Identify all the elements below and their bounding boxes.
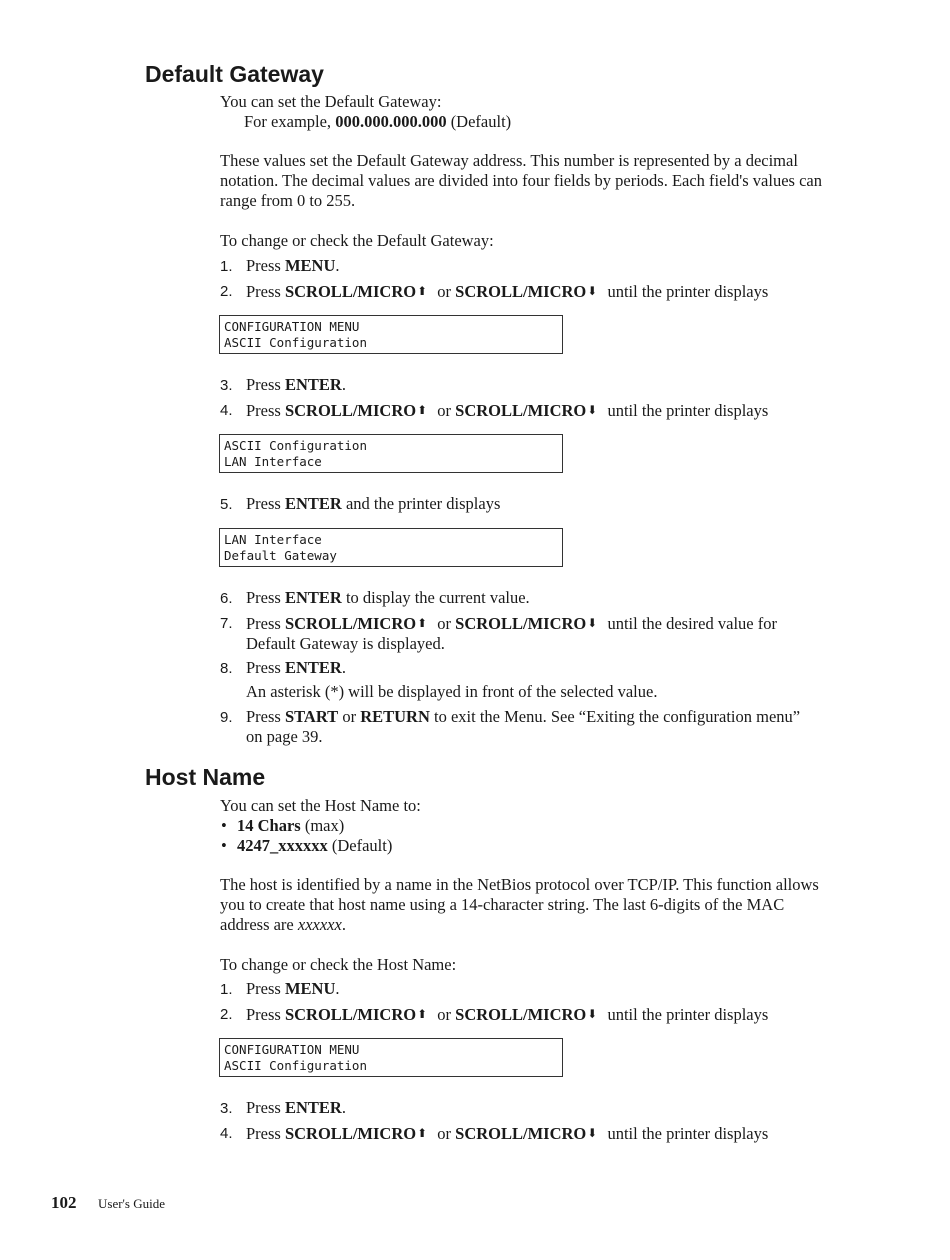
step-2: Press SCROLL/MICRO⬆ or SCROLL/MICRO⬇ until the printer displays <box>246 1005 769 1024</box>
arrow-up-icon: ⬆ <box>417 403 428 417</box>
procedure-lead: To change or check the Default Gateway: <box>220 231 494 250</box>
section-heading-default-gateway: Default Gateway <box>145 61 324 87</box>
step-9: Press START or RETURN to exit the Menu. See “Exiting the configuration menu” on page 39. <box>246 707 801 746</box>
arrow-down-icon: ⬇ <box>587 1126 598 1140</box>
intro-text: You can set the Host Name to: <box>220 796 421 815</box>
list-item: 14 Chars (max) <box>237 816 345 835</box>
intro-text: You can set the Default Gateway: <box>220 92 442 111</box>
bullet: • <box>221 816 227 835</box>
arrow-down-icon: ⬇ <box>587 403 598 417</box>
step-6: Press ENTER to display the current value. <box>246 588 530 607</box>
step-number: 7. <box>220 615 233 632</box>
arrow-up-icon: ⬆ <box>417 284 428 298</box>
example-line: For example, 000.000.000.000 (Default) <box>244 112 512 131</box>
step-3: Press ENTER. <box>246 375 346 394</box>
step-number: 8. <box>220 660 233 677</box>
arrow-up-icon: ⬆ <box>417 616 428 630</box>
step-number: 1. <box>220 981 233 998</box>
list-item: 4247_xxxxxx (Default) <box>237 836 393 855</box>
step-number: 3. <box>220 1100 233 1117</box>
bullet: • <box>221 836 227 855</box>
step-5: Press ENTER and the printer displays <box>246 494 501 513</box>
procedure-lead: To change or check the Host Name: <box>220 955 457 974</box>
step-number: 2. <box>220 283 233 300</box>
section-heading-host-name: Host Name <box>145 764 266 790</box>
printer-display: CONFIGURATION MENU ASCII Configuration <box>219 315 563 354</box>
step-number: 5. <box>220 496 233 513</box>
printer-display: CONFIGURATION MENU ASCII Configuration <box>219 1038 563 1077</box>
page-number: 102 <box>51 1193 77 1212</box>
step-4: Press SCROLL/MICRO⬆ or SCROLL/MICRO⬇ until the printer displays <box>246 401 769 420</box>
step-number: 2. <box>220 1006 233 1023</box>
description-paragraph: The host is identified by a name in the NetBios protocol over TCP/IP. This function allows you to create that host name using a 14-character string. The last 6-digits of the MAC address are xxxxxx. <box>220 875 819 934</box>
step-number: 1. <box>220 258 233 275</box>
step-1: Press MENU. <box>246 256 340 275</box>
step-2: Press SCROLL/MICRO⬆ or SCROLL/MICRO⬇ until the printer displays <box>246 282 769 301</box>
arrow-down-icon: ⬇ <box>587 1007 598 1021</box>
step-8: Press ENTER. <box>246 658 346 677</box>
printer-display: ASCII Configuration LAN Interface <box>219 434 563 473</box>
step-number: 3. <box>220 377 233 394</box>
footer-title: User's Guide <box>98 1196 165 1211</box>
description-paragraph: These values set the Default Gateway address. This number is represented by a decimal notation. The decimal values are divided into four fields by periods. Each field's values can range from 0 to 255. <box>220 151 822 210</box>
arrow-up-icon: ⬆ <box>417 1126 428 1140</box>
step-3: Press ENTER. <box>246 1098 346 1117</box>
step-number: 9. <box>220 709 233 726</box>
arrow-up-icon: ⬆ <box>417 1007 428 1021</box>
step-4: Press SCROLL/MICRO⬆ or SCROLL/MICRO⬇ until the printer displays <box>246 1124 769 1143</box>
step-7: Press SCROLL/MICRO⬆ or SCROLL/MICRO⬇ until the desired value for Default Gateway is displayed. <box>246 614 777 653</box>
step-1: Press MENU. <box>246 979 340 998</box>
step-number: 4. <box>220 402 233 419</box>
arrow-down-icon: ⬇ <box>587 616 598 630</box>
step-number: 4. <box>220 1125 233 1142</box>
arrow-down-icon: ⬇ <box>587 284 598 298</box>
step-number: 6. <box>220 590 233 607</box>
printer-display: LAN Interface Default Gateway <box>219 528 563 567</box>
example-value: 000.000.000.000 <box>335 112 447 131</box>
step-8-note: An asterisk (*) will be displayed in front of the selected value. <box>246 682 658 701</box>
